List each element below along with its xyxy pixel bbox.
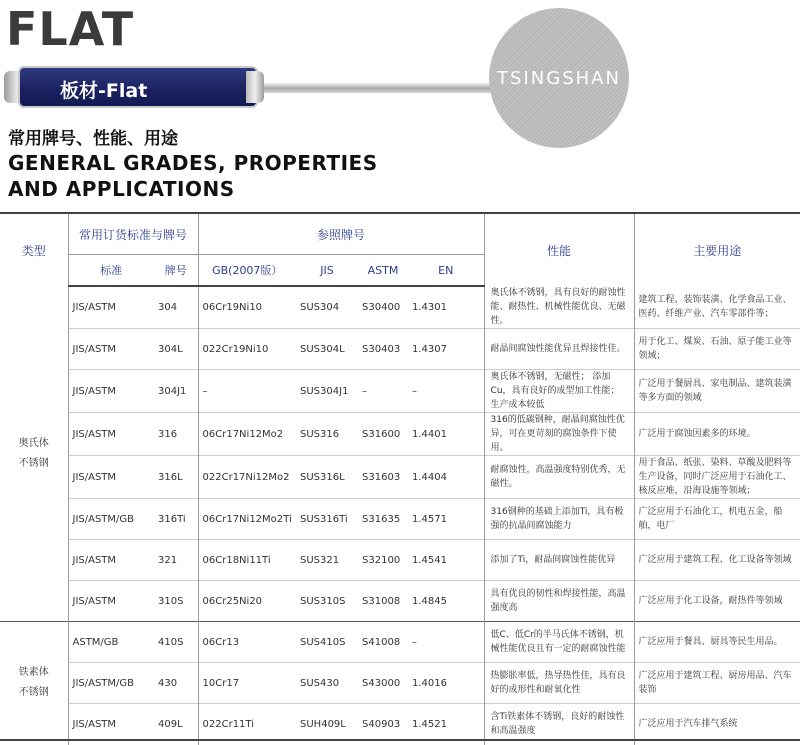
cell-grade: 316L <box>154 456 198 499</box>
type-line1: 奥氏体 <box>18 437 49 449</box>
cell-apps: 建筑工程、装饰装潢、化学食品工业、医药、纤维产业、汽车零部件等； <box>634 286 800 329</box>
grades-table <box>0 212 800 745</box>
cell-props: 奥氏体不锈钢，无磁性； 添加Cu，具有良好的成型加工性能；生产成本较低 <box>484 370 634 413</box>
cell-standard: JIS/ASTM <box>68 456 154 499</box>
cell-props: 316的低碳钢种，耐晶间腐蚀性优异，可在更苛刻的腐蚀条件下使用。 <box>484 413 634 456</box>
table-body <box>0 286 800 745</box>
cell-grade: 321 <box>154 540 198 581</box>
section-banner <box>0 66 800 110</box>
cell-props: 耐晶间腐蚀性能优异且焊接性佳。 <box>484 329 634 370</box>
heading-en-line1: GENERAL GRADES, PROPERTIES <box>8 151 378 175</box>
type-line2: 不锈钢 <box>18 457 49 469</box>
cell-standard: JIS/ASTM/GB <box>68 499 154 540</box>
cell-apps: 广泛应用于建筑工程、化工设备等领域 <box>634 540 800 581</box>
cell-standard: JIS/ASTM <box>68 704 154 745</box>
type-line1: 铁素体 <box>18 667 49 679</box>
table-row <box>0 413 800 456</box>
cell-grade: 310S <box>154 581 198 622</box>
cell-props: 316钢种的基础上添加Ti，具有极强的抗晶间腐蚀能力 <box>484 499 634 540</box>
cell-jis: SUS430 <box>296 663 358 704</box>
cell-props: 添加了Ti，耐晶间腐蚀性能优异 <box>484 540 634 581</box>
table-row <box>0 663 800 704</box>
page-title: FLAT <box>6 2 135 56</box>
cell-grade: 304J1 <box>154 370 198 413</box>
cell-apps: 广泛应用于餐具、厨具等民生用品。 <box>634 622 800 663</box>
cell-astm: S31603 <box>358 456 408 499</box>
col-astm-header: ASTM <box>358 255 408 287</box>
cell-astm: S43000 <box>358 663 408 704</box>
cell-props: 具有优良的韧性和焊接性能，高温强度高 <box>484 581 634 622</box>
cell-props: 含Ti铁素体不锈钢，良好的耐蚀性和高温强度 <box>484 704 634 745</box>
table-row <box>0 286 800 329</box>
table-row <box>0 370 800 413</box>
col-apps-header: 主要用途 <box>634 213 800 286</box>
cell-jis: SUS304L <box>296 329 358 370</box>
table-row <box>0 499 800 540</box>
cell-en: 1.4301 <box>412 302 448 313</box>
cell-type <box>0 286 68 622</box>
cell-apps: 用于食品、纸张、染料、草酸及肥料等生产设备，同时广泛应用于石油化工、核反应堆，沿海设施等领域； <box>634 456 800 499</box>
cell-astm: S31635 <box>358 499 408 540</box>
cell-gb: 06Cr17Ni12Mo2Ti <box>198 499 296 540</box>
cell-jis: SUS304J1 <box>296 370 358 413</box>
cell-props: 奥氏体不锈钢，具有良好的耐蚀性能、耐热性、机械性能优良、无磁性。 <box>484 286 634 329</box>
cell-gb: 022Cr19Ni10 <box>198 329 296 370</box>
cell-en: 1.4541 <box>408 540 484 581</box>
col-type-header: 类型 <box>0 213 68 286</box>
cell-astm: S30403 <box>358 329 408 370</box>
cell-apps: 广泛应用于汽车排气系统 <box>634 704 800 745</box>
cell-en: 1.4571 <box>408 499 484 540</box>
cell-astm: – <box>358 370 408 413</box>
cell-apps: 广泛用于腐蚀因素多的环境。 <box>634 413 800 456</box>
cell-jis: SUS410S <box>296 622 358 663</box>
cell-gb: 06Cr17Ni12Mo2 <box>198 413 296 456</box>
cell-astm: S40903 <box>358 704 408 745</box>
cell-en: 1.4404 <box>408 456 484 499</box>
heading-en-line2: AND APPLICATIONS <box>8 177 235 201</box>
section-heading-cn: 常用牌号、性能、用途 <box>8 129 178 149</box>
cell-type <box>0 622 68 745</box>
cell-astm: S41008 <box>358 622 408 663</box>
col-grade-header: 牌号 <box>154 255 198 287</box>
cell-standard: JIS/ASTM/GB <box>68 663 154 704</box>
cell-gb: 022Cr11Ti <box>198 704 296 745</box>
table-row <box>0 329 800 370</box>
cell-astm: S30400 <box>362 302 401 313</box>
cell-apps: 广泛应用于建筑工程、厨房用品、汽车装饰 <box>634 663 800 704</box>
cell-standard: JIS/ASTM <box>68 370 154 413</box>
cell-jis: SUS304 <box>300 302 340 313</box>
cell-gb: – <box>198 370 296 413</box>
cell-standard: JIS/ASTM <box>68 329 154 370</box>
table-bottom-rule <box>0 739 800 741</box>
table-row <box>0 540 800 581</box>
col-en-header: EN <box>408 255 484 287</box>
cell-astm: S31008 <box>358 581 408 622</box>
cell-en: 1.4401 <box>408 413 484 456</box>
cell-jis: SUS310S <box>296 581 358 622</box>
cell-grade: 304 <box>158 302 178 313</box>
cell-jis: SUH409L <box>296 704 358 745</box>
cell-gb: 06Cr25Ni20 <box>198 581 296 622</box>
cell-gb: 06Cr19Ni10 <box>198 286 296 329</box>
cell-jis: SUS321 <box>296 540 358 581</box>
cell-en: 1.4307 <box>408 329 484 370</box>
cell-astm: S32100 <box>358 540 408 581</box>
banner-plate <box>20 68 256 106</box>
cell-apps: 用于化工、煤炭、石油、原子能工业等领域； <box>634 329 800 370</box>
cell-props: 热膨胀率低，热导热性佳，具有良好的成形性和耐氧化性 <box>484 663 634 704</box>
cell-en: 1.4016 <box>408 663 484 704</box>
col-order-group-header: 常用订货标准与牌号 <box>68 213 198 255</box>
cell-apps: 广泛应用于化工设备，耐热件等领域 <box>634 581 800 622</box>
logo-text: TSINGSHAN <box>497 67 621 89</box>
type-line2: 不锈钢 <box>18 687 49 699</box>
cell-gb: 022Cr17Ni12Mo2 <box>198 456 296 499</box>
banner-right-cap <box>246 71 264 103</box>
banner-label: 板材-Flat <box>60 80 148 102</box>
cell-apps: 广泛应用于石油化工，机电五金，船舶，电厂 <box>634 499 800 540</box>
cell-jis: SUS316 <box>296 413 358 456</box>
table-row <box>0 581 800 622</box>
cell-gb: 10Cr17 <box>198 663 296 704</box>
cell-jis: SUS316L <box>296 456 358 499</box>
cell-grade: 430 <box>154 663 198 704</box>
cell-grade: 409L <box>154 704 198 745</box>
col-standard-header: 标准 <box>68 255 154 287</box>
cell-grade: 316 <box>154 413 198 456</box>
cell-props: 耐腐蚀性，高温强度特别优秀，无磁性。 <box>484 456 634 499</box>
cell-en: – <box>408 622 484 663</box>
cell-jis: SUS316Ti <box>296 499 358 540</box>
cell-astm: S31600 <box>358 413 408 456</box>
cell-en: 1.4845 <box>408 581 484 622</box>
col-jis-header: JIS <box>296 255 358 287</box>
cell-props: 低C、低Cr的半马氏体不锈钢，机械性能优良且有一定的耐腐蚀性能 <box>484 622 634 663</box>
col-ref-group-header: 参照牌号 <box>198 213 484 255</box>
cell-standard: JIS/ASTM <box>68 413 154 456</box>
table-row <box>0 622 800 663</box>
cell-gb: 06Cr18Ni11Ti <box>198 540 296 581</box>
cell-standard: JIS/ASTM <box>68 581 154 622</box>
cell-grade: 410S <box>154 622 198 663</box>
cell-standard: JIS/ASTM <box>68 286 154 329</box>
cell-grade: 304L <box>154 329 198 370</box>
table-row <box>0 456 800 499</box>
brand-logo <box>489 8 629 148</box>
cell-en: – <box>408 370 484 413</box>
section-heading-en <box>8 150 378 202</box>
cell-standard: ASTM/GB <box>68 622 154 663</box>
cell-gb: 06Cr13 <box>198 622 296 663</box>
cell-grade: 316Ti <box>154 499 198 540</box>
col-props-header: 性能 <box>484 213 634 286</box>
cell-standard: JIS/ASTM <box>68 540 154 581</box>
cell-en: 1.4521 <box>408 704 484 745</box>
cell-apps: 广泛用于餐厨具、家电制品、建筑装潢等多方面的领域 <box>634 370 800 413</box>
col-gb-header: GB(2007版） <box>198 255 296 287</box>
